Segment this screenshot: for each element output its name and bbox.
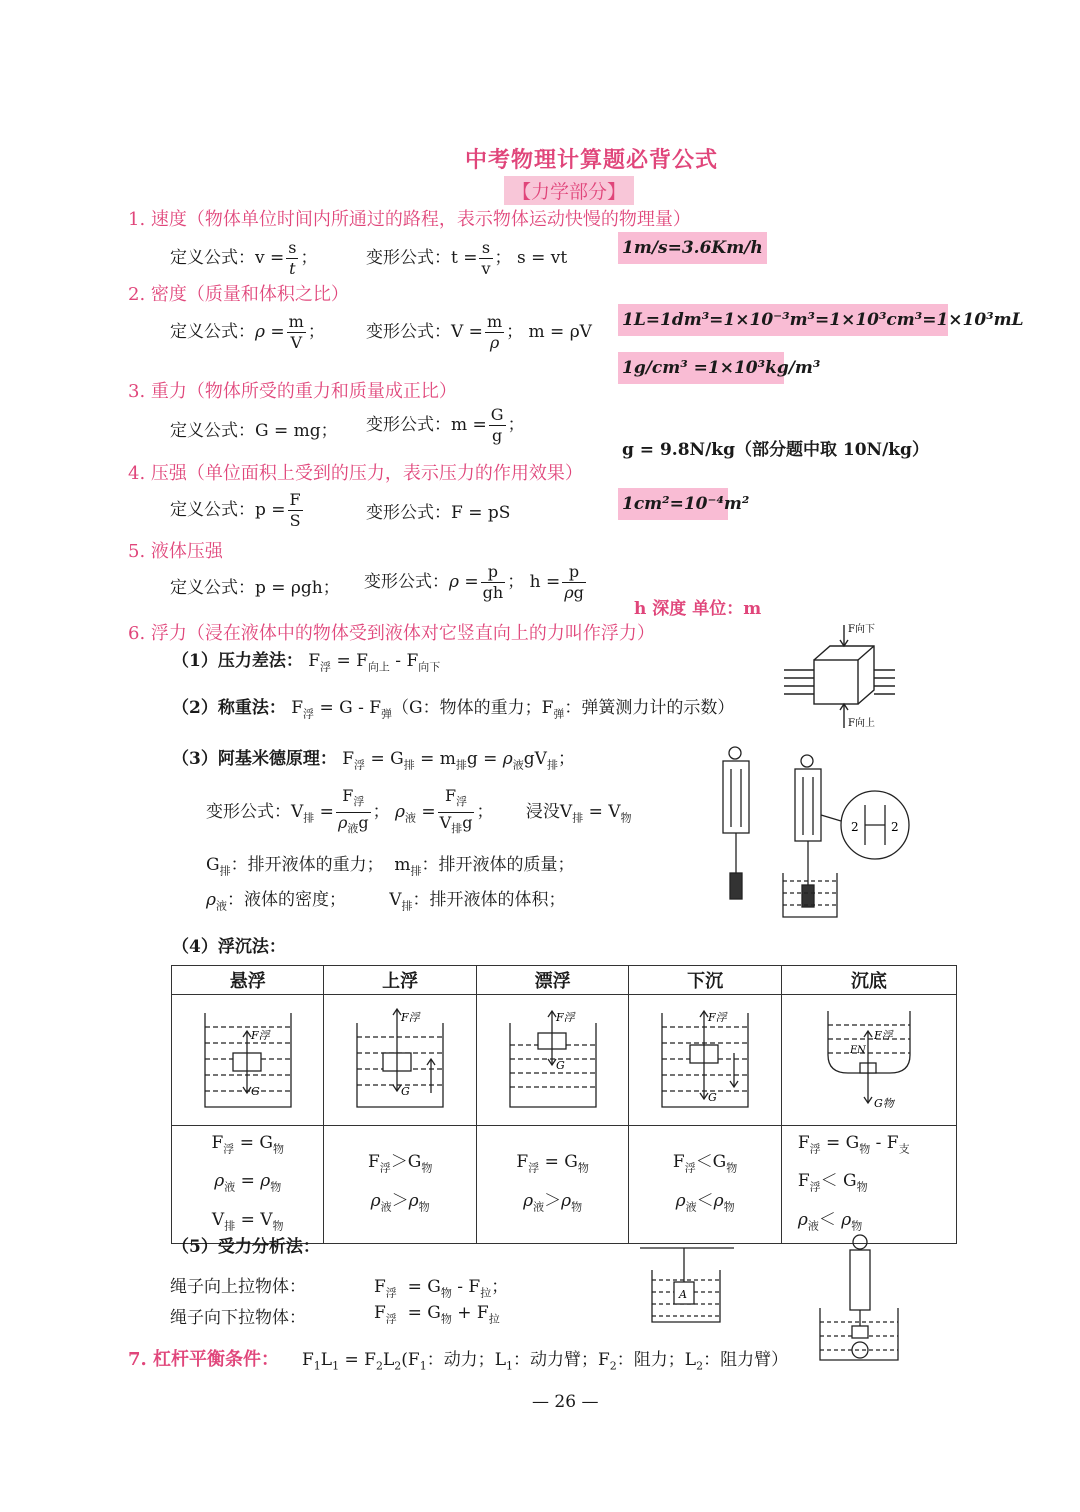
svg-text:F向上: F向上: [848, 718, 875, 729]
svg-text:G物: G物: [873, 1096, 894, 1110]
rope-up-diagram: [632, 1244, 742, 1328]
rope-down-label: 绳子向下拉物体：: [170, 1308, 306, 1328]
lever-heading: 7. 杠杆平衡条件：: [128, 1349, 280, 1370]
sink-conditions: $F_浮<G_物$ $\rho_液<\rho_物$: [629, 1126, 781, 1244]
gravity-transform: 变形公式：m = $\frac{G}{g}$ ；: [366, 405, 525, 445]
table-header-sink: 下沉: [629, 966, 781, 995]
archimedes-principle: （3）阿基米德原理： $F_浮 = G_排 = m_排g = \rho_液gV_排$；: [172, 749, 575, 772]
table-header-bottom: 沉底: [781, 966, 956, 995]
pressure-definition: 定义公式：p = $\frac{F}{S}$: [170, 490, 301, 530]
table-header-suspend: 悬浮: [172, 966, 324, 995]
table-header-rise: 上浮: [324, 966, 476, 995]
archimedes-terms-2: $\rho_液$：液体的密度； $V_排$：排开液体的体积；: [206, 890, 566, 913]
pressure-heading: 4. 压强（单位面积上受到的压力，表示压力的作用效果）: [128, 463, 583, 484]
svg-text:A: A: [679, 1288, 687, 1301]
suspend-conditions: $F_浮 = G_物$ $\rho_液 = \rho_物$ $V_排 = V_物$: [172, 1126, 324, 1244]
rope-up-label: 绳子向上拉物体：: [170, 1277, 306, 1297]
svg-text:G: G: [250, 1084, 260, 1098]
rope-down-diagram: [812, 1232, 904, 1362]
svg-text:2: 2: [891, 820, 899, 834]
liquid-pressure-transform: 变形公式：ρ = $\frac{p}{gh}$ ； h = $\frac{p}{\rho g}$: [364, 562, 584, 602]
force-analysis-method: （5）受力分析法：: [172, 1237, 320, 1257]
liquid-pressure-heading: 5. 液体压强: [128, 541, 223, 562]
float-diagram: [476, 995, 628, 1126]
volume-unit-note: 1L=1dm³=1×10⁻³m³=1×10³cm³=1×10³mL: [618, 304, 948, 336]
gravity-heading: 3. 重力（物体所受的重力和质量成正比）: [128, 381, 457, 402]
table-header-row: [172, 966, 957, 995]
svg-text:F浮: F浮: [401, 1010, 420, 1024]
gravity-constant-note: g = 9.8N/kg（部分题中取 10N/kg）: [622, 440, 929, 460]
svg-text:F浮: F浮: [555, 1010, 575, 1024]
table-equation-row: [172, 1126, 957, 1244]
bottom-conditions: $F_浮 = G_物 - F_支$ $F_浮< G_物$ $\rho_液< \rho_物$: [781, 1126, 956, 1244]
area-unit-note: 1cm²=10⁻⁴m²: [618, 488, 728, 520]
svg-text:2: 2: [851, 820, 859, 834]
svg-text:FN: FN: [849, 1044, 866, 1056]
svg-text:G: G: [708, 1090, 717, 1104]
density-unit-note: 1g/cm³ =1×10³kg/m³: [618, 352, 784, 384]
lever-formula: $F_1L_1 = F_2L_2(F_1$：动力；$L_1$：动力臂；$F_2$：阻力；$L_2$：阻力臂）: [302, 1350, 789, 1373]
depth-unit-note: h 深度 单位：m: [634, 599, 762, 619]
density-transform: 变形公式：V = $\frac{m}{\rho}$ ； m = ρV: [366, 312, 592, 352]
rope-up-formula: $F_浮 = G_物 - F_拉$；: [374, 1277, 509, 1300]
velocity-transform: 变形公式：t = $\frac{s}{v}$ ； s = vt: [366, 238, 568, 278]
svg-text:F向下: F向下: [848, 624, 875, 635]
gravity-definition: 定义公式：G = mg；: [170, 421, 338, 441]
table-header-float: 漂浮: [476, 966, 628, 995]
pressure-transform: 变形公式：F = pS: [366, 503, 511, 523]
float-sink-method: （4）浮沉法：: [172, 937, 286, 957]
sink-diagram: [629, 995, 781, 1126]
svg-text:F浮: F浮: [708, 1010, 727, 1024]
rope-down-formula: $F_浮 = G_物 + F_拉$: [374, 1303, 500, 1326]
spring-scale-diagram: [715, 745, 915, 920]
svg-text:G: G: [401, 1084, 410, 1098]
archimedes-terms-1: $G_排$：排开液体的重力； $m_排$：排开液体的质量；: [206, 855, 575, 878]
density-definition: 定义公式：ρ = $\frac{m}{V}$ ；: [170, 312, 325, 352]
pressure-difference-method: （1）压力差法： $F_浮 = F_{向上} - F_{向下}$: [172, 651, 441, 674]
page-title: 中考物理计算题必背公式: [465, 147, 719, 173]
float-sink-table: [171, 965, 957, 1244]
table-diagram-row: [172, 995, 957, 1126]
rise-conditions: $F_浮>G_物$ $\rho_液>\rho_物$: [324, 1126, 476, 1244]
weighing-method: （2）称重法： $F_浮 = G - F_弹(G$：物体的重力；$F_弹$：弹簧测力计的示数）: [172, 698, 735, 721]
page-number: — 26 —: [532, 1392, 599, 1412]
buoyancy-heading: 6. 浮力（浸在液体中的物体受到液体对它竖直向上的力叫作浮力）: [128, 623, 655, 644]
suspend-diagram: [172, 995, 324, 1126]
archimedes-transform: 变形公式：$V_排$ = $\frac{F_浮}{\rho_液g}$ ； $\rho_液$ = $\frac{F_浮}{V_排g}$ ； 浸没$V_排 = V_物$: [206, 786, 632, 836]
svg-text:F浮: F浮: [873, 1028, 893, 1042]
velocity-definition: 定义公式：v = $\frac{s}{t}$ ；: [170, 238, 318, 278]
svg-text:F浮: F浮: [250, 1028, 270, 1042]
rise-diagram: [324, 995, 476, 1126]
velocity-unit-note: 1m/s=3.6Km/h: [618, 232, 767, 264]
liquid-pressure-definition: 定义公式：p = ρgh；: [170, 578, 340, 598]
float-conditions: $F_浮 = G_物$ $\rho_液>\rho_物$: [476, 1126, 628, 1244]
density-heading: 2. 密度（质量和体积之比）: [128, 284, 349, 305]
cube-pressure-diagram: [782, 620, 897, 732]
bottom-diagram: [781, 995, 956, 1126]
svg-text:G: G: [555, 1058, 565, 1072]
section-label: 【力学部分】: [504, 176, 634, 205]
velocity-heading: 1. 速度（物体单位时间内所通过的路程，表示物体运动快慢的物理量）: [128, 209, 691, 230]
